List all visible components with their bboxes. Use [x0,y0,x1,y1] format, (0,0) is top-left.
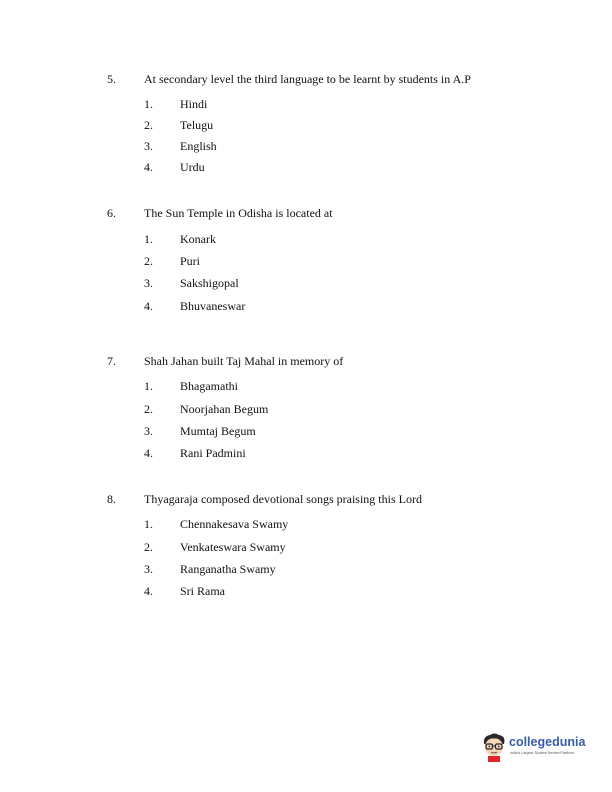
option-number: 4. [144,299,153,313]
option-number: 4. [144,584,153,598]
question-number: 8. [107,492,116,506]
option-text: Hindi [180,97,208,111]
option-number: 3. [144,139,153,153]
option-text: Mumtaj Begum [180,424,256,438]
option-number: 3. [144,562,153,576]
option-text: Telugu [180,118,214,132]
option-number: 4. [144,160,153,174]
option-text: Sakshigopal [180,276,239,290]
logo-tagline: India's Largest Student Review Platform [510,751,574,755]
option-text: Venkateswara Swamy [180,540,286,554]
logo-name: collegedunia [509,735,586,749]
collegedunia-logo [480,732,600,762]
option-number: 1. [144,232,153,246]
option-number: 1. [144,97,153,111]
option-number: 2. [144,540,153,554]
option-text: Urdu [180,160,205,174]
option-text: English [180,139,217,153]
option-text: Puri [180,254,201,268]
option-number: 1. [144,517,153,531]
option-number: 3. [144,424,153,438]
mascot-icon [480,732,508,762]
option-text: Noorjahan Begum [180,402,269,416]
question-text: At secondary level the third language to be learnt by students in A.P [144,72,471,86]
option-number: 4. [144,446,153,460]
option-number: 2. [144,118,153,132]
option-number: 2. [144,254,153,268]
option-text: Konark [180,232,216,246]
option-text: Rani Padmini [180,446,246,460]
option-text: Bhuvaneswar [180,299,246,313]
option-number: 3. [144,276,153,290]
question-number: 5. [107,72,116,86]
option-text: Chennakesava Swamy [180,517,289,531]
option-text: Bhagamathi [180,379,238,393]
question-number: 6. [107,206,116,220]
option-text: Sri Rama [180,584,225,598]
question-text: Thyagaraja composed devotional songs praising this Lord [144,492,422,506]
question-number: 7. [107,354,116,368]
option-number: 2. [144,402,153,416]
question-text: Shah Jahan built Taj Mahal in memory of [144,354,344,368]
option-number: 1. [144,379,153,393]
question-text: The Sun Temple in Odisha is located at [144,206,333,220]
option-text: Ranganatha Swamy [180,562,276,576]
